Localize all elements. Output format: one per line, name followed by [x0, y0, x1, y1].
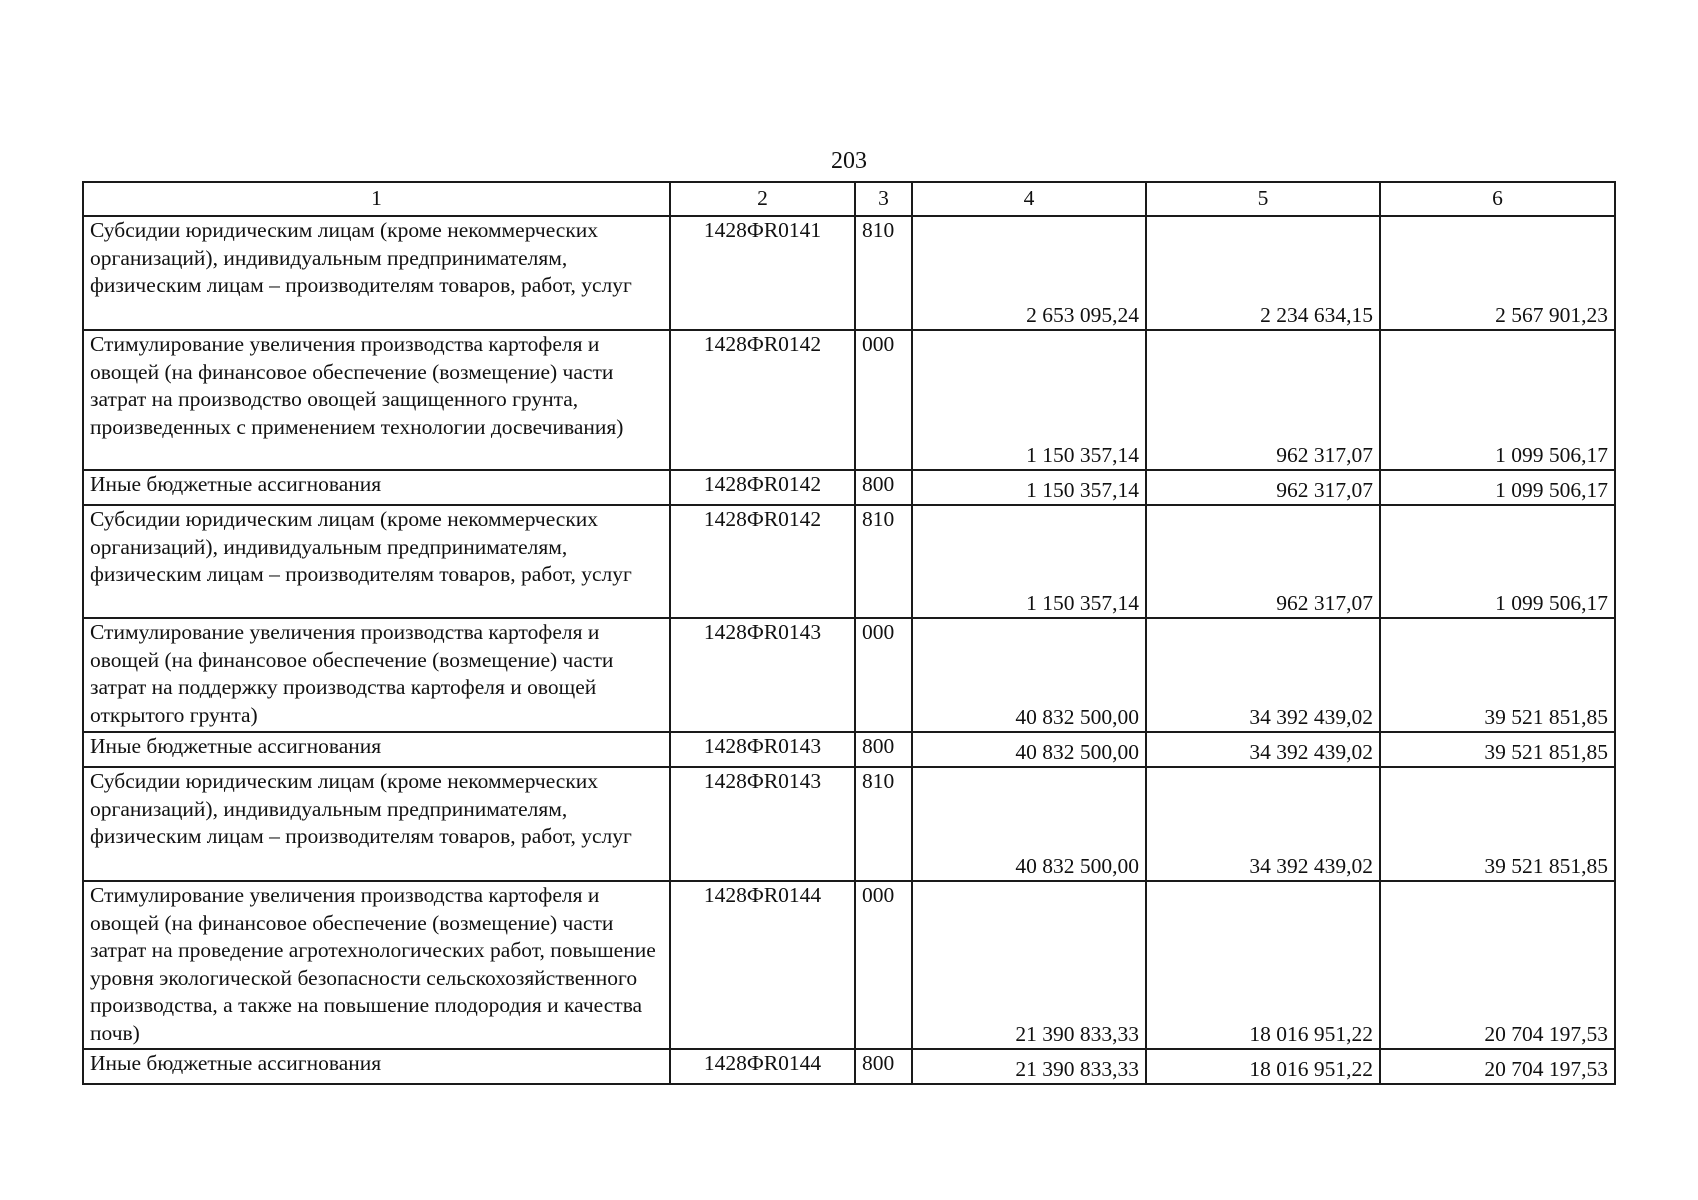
row-value-6: 2 567 901,23 — [1380, 216, 1615, 330]
row-code: 1428ФR0142 — [670, 505, 855, 618]
row-type: 810 — [855, 216, 912, 330]
row-code: 1428ФR0143 — [670, 767, 855, 881]
budget-table — [82, 181, 1616, 1085]
column-header: 4 — [912, 182, 1146, 216]
row-code: 1428ФR0143 — [670, 732, 855, 767]
row-type: 810 — [855, 767, 912, 881]
row-name: Стимулирование увеличения производства картофеля и овощей (на финансовое обеспечение (возмещение) части затрат на поддержку производства картофеля и овощей открытого грунта) — [83, 618, 670, 732]
row-value-5: 18 016 951,22 — [1146, 881, 1380, 1049]
row-value-6: 39 521 851,85 — [1380, 618, 1615, 732]
row-value-6: 1 099 506,17 — [1380, 505, 1615, 618]
row-value-6: 20 704 197,53 — [1380, 881, 1615, 1049]
row-name: Субсидии юридическим лицам (кроме некоммерческих организаций), индивидуальным предпринимателям, физическим лицам – производителям товаров, работ, услуг — [83, 767, 670, 881]
row-code: 1428ФR0143 — [670, 618, 855, 732]
column-header: 5 — [1146, 182, 1380, 216]
column-header: 2 — [670, 182, 855, 216]
table-row — [83, 505, 1615, 618]
row-value-6: 1 099 506,17 — [1380, 470, 1615, 505]
row-value-5: 2 234 634,15 — [1146, 216, 1380, 330]
table-row — [83, 732, 1615, 767]
column-header: 3 — [855, 182, 912, 216]
row-value-4: 40 832 500,00 — [912, 767, 1146, 881]
row-value-4: 21 390 833,33 — [912, 1049, 1146, 1084]
column-header: 1 — [83, 182, 670, 216]
row-value-4: 2 653 095,24 — [912, 216, 1146, 330]
row-type: 000 — [855, 618, 912, 732]
row-value-5: 18 016 951,22 — [1146, 1049, 1380, 1084]
row-value-4: 1 150 357,14 — [912, 470, 1146, 505]
row-code: 1428ФR0144 — [670, 881, 855, 1049]
table-row — [83, 216, 1615, 330]
table-row — [83, 767, 1615, 881]
row-type: 800 — [855, 470, 912, 505]
row-value-4: 1 150 357,14 — [912, 505, 1146, 618]
row-code: 1428ФR0144 — [670, 1049, 855, 1084]
row-type: 810 — [855, 505, 912, 618]
row-name: Иные бюджетные ассигнования — [83, 732, 670, 767]
row-value-5: 34 392 439,02 — [1146, 618, 1380, 732]
row-value-5: 34 392 439,02 — [1146, 732, 1380, 767]
row-value-5: 962 317,07 — [1146, 470, 1380, 505]
row-name: Субсидии юридическим лицам (кроме некоммерческих организаций), индивидуальным предпринимателям, физическим лицам – производителям товаров, работ, услуг — [83, 505, 670, 618]
row-value-4: 40 832 500,00 — [912, 618, 1146, 732]
table-row — [83, 618, 1615, 732]
row-type: 800 — [855, 1049, 912, 1084]
row-name: Иные бюджетные ассигнования — [83, 470, 670, 505]
row-code: 1428ФR0141 — [670, 216, 855, 330]
table-row — [83, 881, 1615, 1049]
row-value-5: 962 317,07 — [1146, 505, 1380, 618]
table-row — [83, 1049, 1615, 1084]
table-row — [83, 470, 1615, 505]
row-code: 1428ФR0142 — [670, 470, 855, 505]
row-value-6: 1 099 506,17 — [1380, 330, 1615, 470]
row-value-6: 39 521 851,85 — [1380, 767, 1615, 881]
row-type: 000 — [855, 881, 912, 1049]
row-name: Стимулирование увеличения производства картофеля и овощей (на финансовое обеспечение (возмещение) части затрат на проведение агротехнологических работ, повышение уровня экологической безопасности сельскохозяйственного производства, а также на повышение плодородия и качества почв) — [83, 881, 670, 1049]
row-code: 1428ФR0142 — [670, 330, 855, 470]
row-name: Стимулирование увеличения производства картофеля и овощей (на финансовое обеспечение (возмещение) части затрат на производство овощей защищенного грунта, произведенных с применением технологии досвечивания) — [83, 330, 670, 470]
row-value-5: 34 392 439,02 — [1146, 767, 1380, 881]
row-type: 000 — [855, 330, 912, 470]
row-value-5: 962 317,07 — [1146, 330, 1380, 470]
table-row — [83, 330, 1615, 470]
row-value-4: 1 150 357,14 — [912, 330, 1146, 470]
column-header: 6 — [1380, 182, 1615, 216]
row-name: Субсидии юридическим лицам (кроме некоммерческих организаций), индивидуальным предпринимателям, физическим лицам – производителям товаров, работ, услуг — [83, 216, 670, 330]
row-value-6: 20 704 197,53 — [1380, 1049, 1615, 1084]
row-value-4: 40 832 500,00 — [912, 732, 1146, 767]
row-value-4: 21 390 833,33 — [912, 881, 1146, 1049]
page-number: 203 — [831, 148, 867, 174]
row-type: 800 — [855, 732, 912, 767]
table-header-row — [83, 182, 1615, 216]
row-name: Иные бюджетные ассигнования — [83, 1049, 670, 1084]
row-value-6: 39 521 851,85 — [1380, 732, 1615, 767]
